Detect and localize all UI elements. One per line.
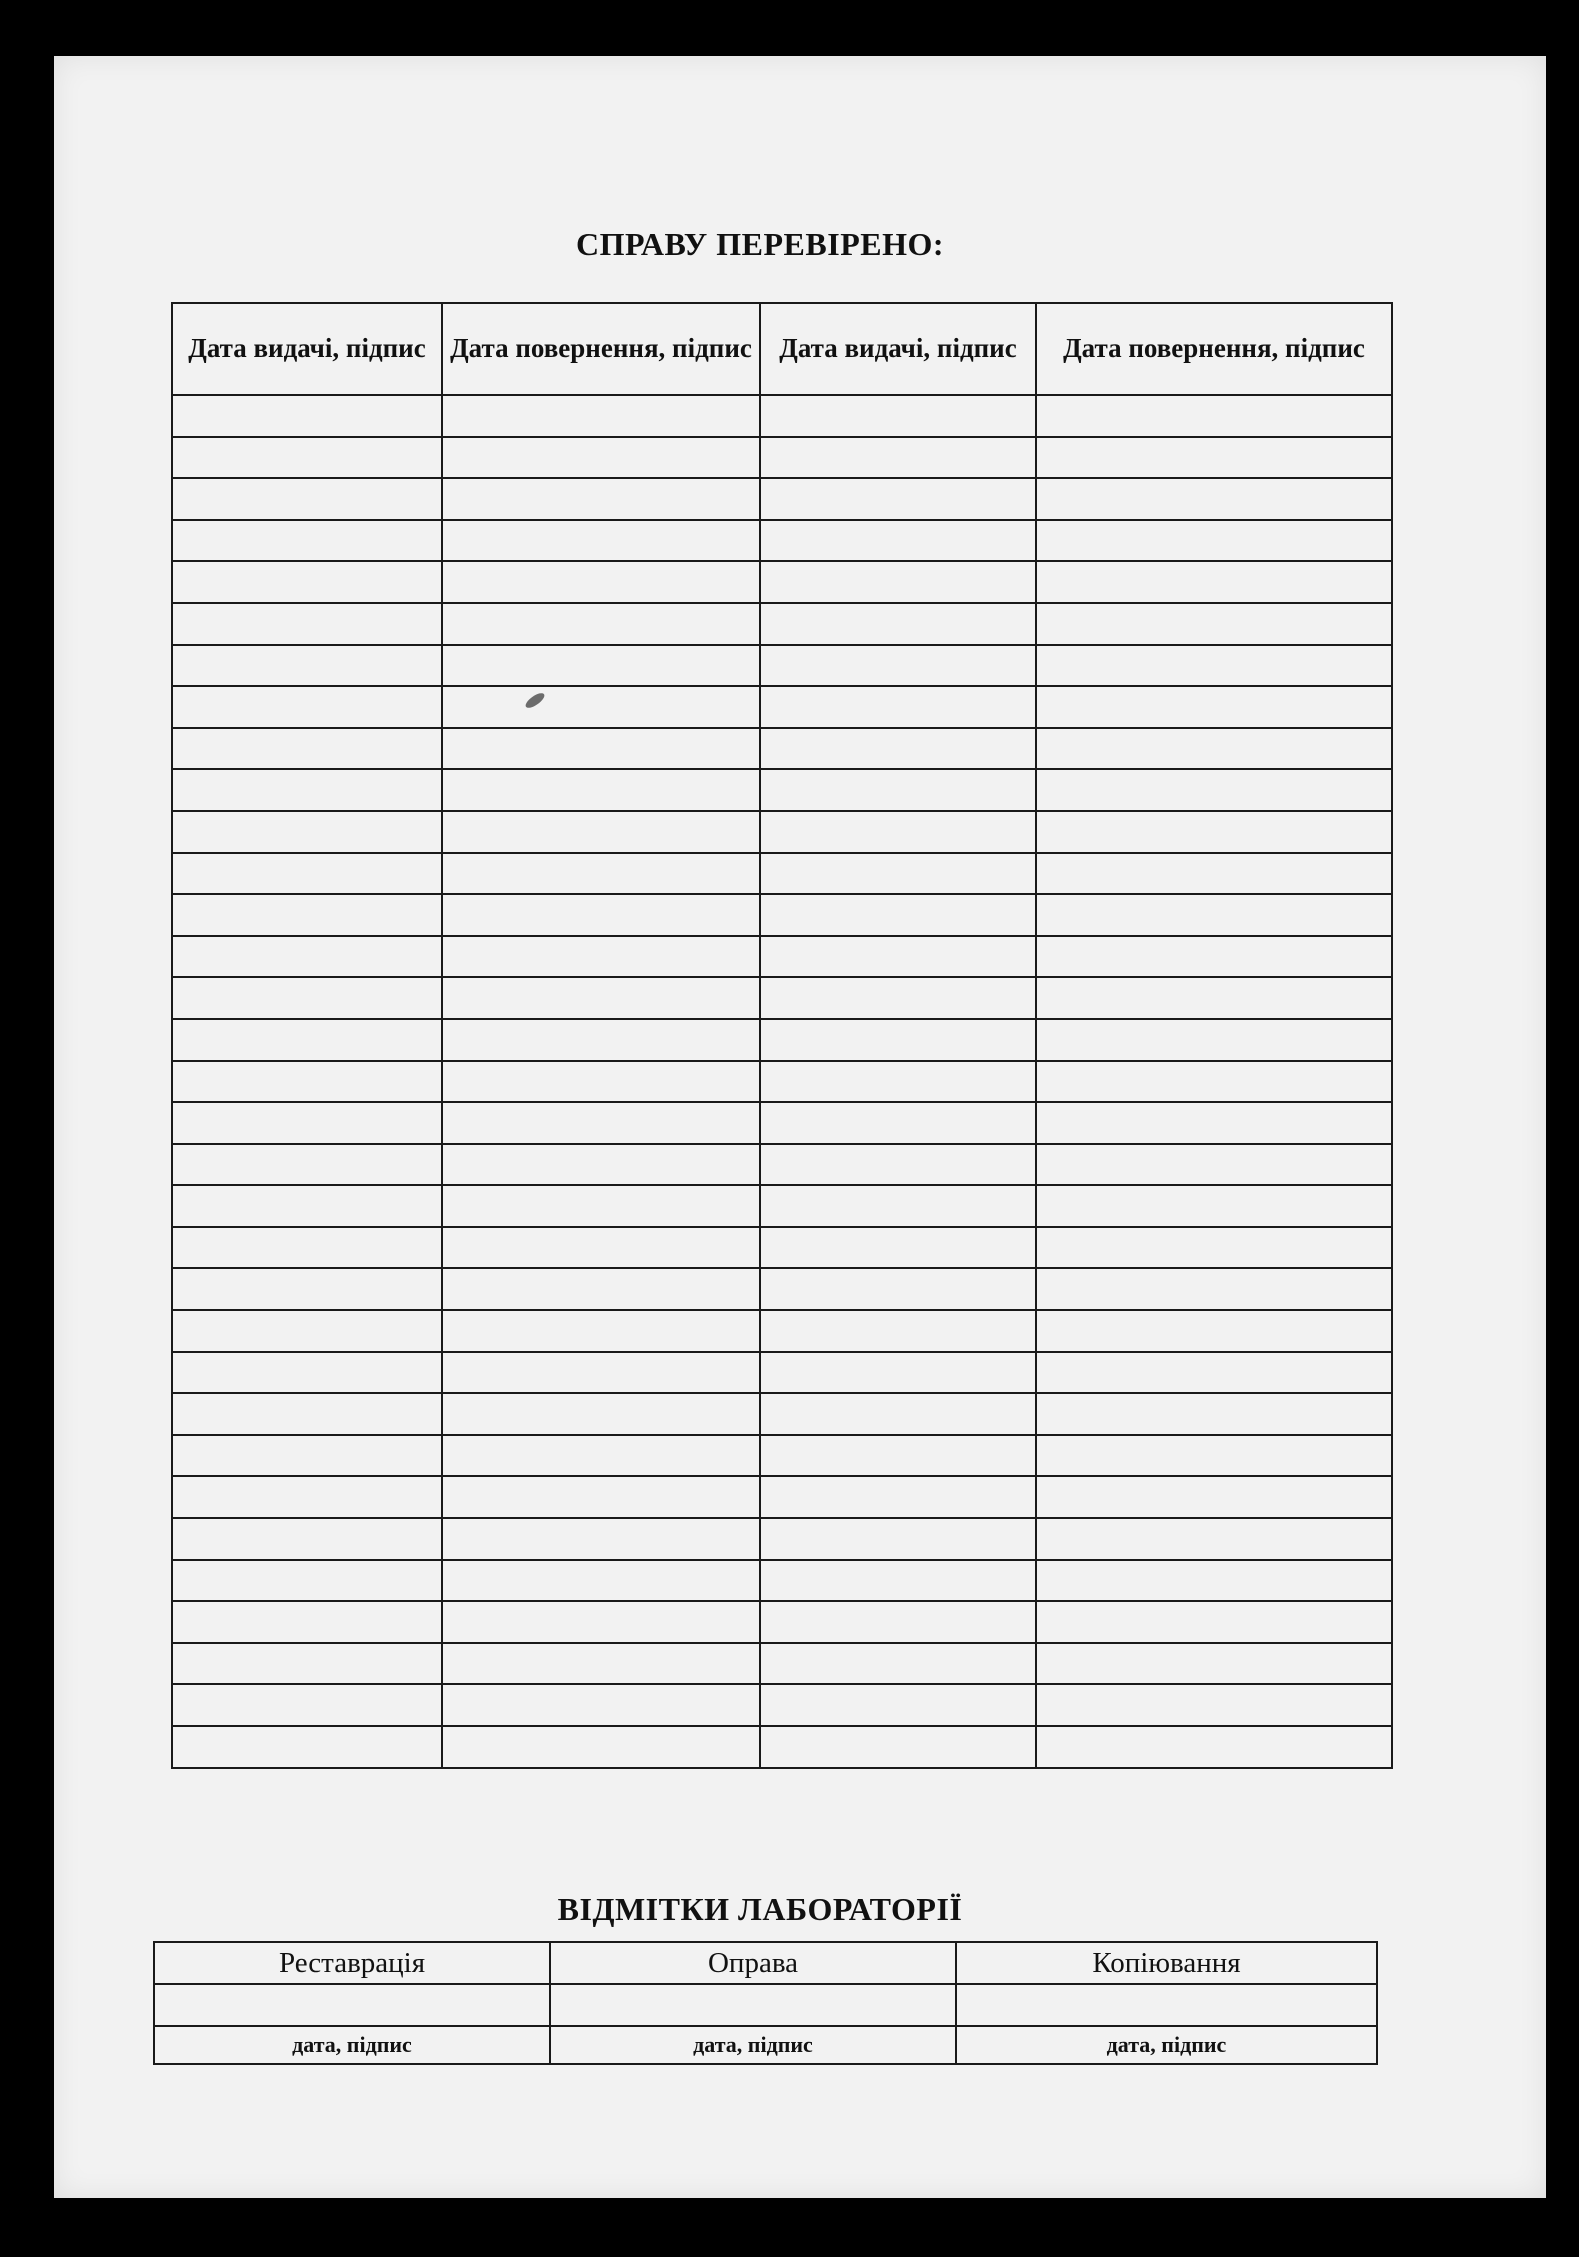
table-cell: [1036, 1726, 1392, 1768]
table-cell: [442, 1227, 760, 1269]
table-row: [172, 1061, 1392, 1103]
header-binding: Оправа: [550, 1942, 956, 1984]
table-cell: [172, 1393, 442, 1435]
table-cell: [172, 728, 442, 770]
table-row: [172, 395, 1392, 437]
table-row: [172, 1019, 1392, 1061]
table-cell: [172, 1684, 442, 1726]
table-cell: [172, 1310, 442, 1352]
table-cell: [1036, 1684, 1392, 1726]
table-cell: [760, 1476, 1036, 1518]
table-cell: [172, 1019, 442, 1061]
restoration-cell: [154, 1984, 550, 2026]
table-cell: [442, 437, 760, 479]
table-row: [172, 977, 1392, 1019]
table-row: [172, 645, 1392, 687]
table-cell: [760, 1684, 1036, 1726]
table-cell: [760, 977, 1036, 1019]
table-row: [172, 1310, 1392, 1352]
table-cell: [760, 728, 1036, 770]
table-cell: [442, 561, 760, 603]
table-row: [172, 1518, 1392, 1560]
table-cell: [760, 561, 1036, 603]
table-row: [172, 1352, 1392, 1394]
table-cell: [442, 1601, 760, 1643]
table-cell: [442, 853, 760, 895]
table-row: [172, 1227, 1392, 1269]
table-cell: [172, 936, 442, 978]
table-cell: [442, 1185, 760, 1227]
table-cell: [172, 1560, 442, 1602]
document-page: [54, 56, 1546, 2198]
table-cell: [1036, 1560, 1392, 1602]
table-cell: [172, 1227, 442, 1269]
table-cell: [1036, 1061, 1392, 1103]
table-cell: [1036, 853, 1392, 895]
table-cell: [172, 520, 442, 562]
header-issue-date-2: Дата видачі, підпис: [760, 303, 1036, 395]
table-cell: [442, 894, 760, 936]
table-cell: [442, 1102, 760, 1144]
table-row: [172, 1643, 1392, 1685]
table-row: [172, 1684, 1392, 1726]
table-cell: [172, 1102, 442, 1144]
table-cell: [172, 1435, 442, 1477]
table-cell: [172, 1144, 442, 1186]
table-cell: [1036, 1310, 1392, 1352]
table-row: [172, 1185, 1392, 1227]
table-cell: [442, 1310, 760, 1352]
table-cell: [1036, 769, 1392, 811]
table-row: [172, 769, 1392, 811]
table-cell: [1036, 811, 1392, 853]
table-row: [172, 1102, 1392, 1144]
table-cell: [172, 1061, 442, 1103]
lab-section-title: ВІДМІТКИ ЛАБОРАТОРІЇ: [557, 1891, 963, 1927]
table-cell: [172, 603, 442, 645]
table-cell: [1036, 520, 1392, 562]
table-cell: [760, 1435, 1036, 1477]
table-cell: [760, 936, 1036, 978]
table-cell: [760, 1268, 1036, 1310]
table-cell: [760, 1019, 1036, 1061]
lab-marks-table: [153, 1941, 1378, 2065]
header-issue-date-1: Дата видачі, підпис: [172, 303, 442, 395]
table-cell: [442, 1435, 760, 1477]
table-cell: [760, 1185, 1036, 1227]
binding-signature-label: дата, підпис: [550, 2026, 956, 2064]
table-row: [172, 1726, 1392, 1768]
table-cell: [760, 645, 1036, 687]
table-row: [172, 1601, 1392, 1643]
table-cell: [760, 478, 1036, 520]
table-row: [172, 1476, 1392, 1518]
copying-signature-label: дата, підпис: [956, 2026, 1377, 2064]
table-cell: [760, 1601, 1036, 1643]
table-cell: [442, 520, 760, 562]
table-cell: [172, 1352, 442, 1394]
table-cell: [172, 894, 442, 936]
table-row: [172, 853, 1392, 895]
table-cell: [760, 395, 1036, 437]
table-cell: [442, 977, 760, 1019]
header-restoration: Реставрація: [154, 1942, 550, 1984]
table-row: [172, 936, 1392, 978]
table-cell: [442, 1560, 760, 1602]
table-cell: [1036, 1601, 1392, 1643]
table-row: [172, 478, 1392, 520]
header-return-date-2: Дата повернення, підпис: [1036, 303, 1392, 395]
check-table-body: [172, 395, 1392, 1768]
table-row: [172, 1435, 1392, 1477]
table-cell: [1036, 1476, 1392, 1518]
table-row: [172, 811, 1392, 853]
table-cell: [760, 894, 1036, 936]
table-cell: [760, 1227, 1036, 1269]
table-row: [172, 561, 1392, 603]
lab-table-header-row: [154, 1942, 1377, 1984]
table-cell: [760, 1643, 1036, 1685]
table-cell: [172, 1185, 442, 1227]
table-cell: [1036, 395, 1392, 437]
restoration-signature-label: дата, підпис: [154, 2026, 550, 2064]
table-cell: [442, 686, 760, 728]
copying-cell: [956, 1984, 1377, 2026]
table-cell: [442, 603, 760, 645]
table-cell: [442, 1352, 760, 1394]
table-row: [172, 1560, 1392, 1602]
lab-table-row: [154, 1984, 1377, 2026]
table-cell: [172, 1643, 442, 1685]
table-cell: [1036, 1518, 1392, 1560]
lab-signature-row: [154, 2026, 1377, 2064]
table-cell: [442, 395, 760, 437]
table-cell: [760, 1726, 1036, 1768]
table-row: [172, 1393, 1392, 1435]
table-cell: [1036, 728, 1392, 770]
table-cell: [1036, 977, 1392, 1019]
check-table-header-row: [172, 303, 1392, 395]
table-cell: [1036, 1019, 1392, 1061]
table-cell: [172, 769, 442, 811]
table-cell: [442, 1684, 760, 1726]
table-cell: [442, 478, 760, 520]
table-cell: [442, 1476, 760, 1518]
table-cell: [442, 728, 760, 770]
table-cell: [1036, 1227, 1392, 1269]
table-cell: [1036, 1435, 1392, 1477]
table-cell: [172, 853, 442, 895]
table-row: [172, 894, 1392, 936]
table-cell: [1036, 561, 1392, 603]
header-copying: Копіювання: [956, 1942, 1377, 1984]
table-cell: [1036, 936, 1392, 978]
table-cell: [1036, 894, 1392, 936]
table-cell: [442, 1393, 760, 1435]
table-cell: [172, 395, 442, 437]
table-cell: [172, 1601, 442, 1643]
table-row: [172, 520, 1392, 562]
table-cell: [172, 1726, 442, 1768]
table-cell: [442, 645, 760, 687]
table-cell: [172, 478, 442, 520]
table-row: [172, 728, 1392, 770]
table-cell: [172, 561, 442, 603]
table-cell: [442, 1144, 760, 1186]
table-cell: [442, 936, 760, 978]
table-row: [172, 437, 1392, 479]
table-cell: [760, 853, 1036, 895]
table-cell: [442, 1643, 760, 1685]
table-cell: [442, 769, 760, 811]
table-cell: [760, 520, 1036, 562]
table-cell: [760, 1518, 1036, 1560]
table-cell: [172, 1476, 442, 1518]
table-cell: [1036, 1352, 1392, 1394]
table-cell: [760, 1352, 1036, 1394]
table-cell: [760, 437, 1036, 479]
table-cell: [1036, 686, 1392, 728]
table-cell: [1036, 1144, 1392, 1186]
table-cell: [442, 1268, 760, 1310]
table-cell: [760, 1310, 1036, 1352]
table-cell: [760, 1393, 1036, 1435]
check-log-table: [171, 302, 1393, 1769]
table-cell: [1036, 645, 1392, 687]
table-cell: [760, 811, 1036, 853]
table-cell: [442, 811, 760, 853]
binding-cell: [550, 1984, 956, 2026]
table-cell: [442, 1019, 760, 1061]
table-cell: [172, 977, 442, 1019]
table-cell: [1036, 1268, 1392, 1310]
table-row: [172, 1144, 1392, 1186]
table-cell: [760, 603, 1036, 645]
table-row: [172, 686, 1392, 728]
header-return-date-1: Дата повернення, підпис: [442, 303, 760, 395]
check-section-title: СПРАВУ ПЕРЕВІРЕНО:: [575, 226, 945, 262]
table-cell: [760, 1144, 1036, 1186]
table-cell: [1036, 603, 1392, 645]
table-cell: [1036, 1643, 1392, 1685]
table-cell: [442, 1518, 760, 1560]
table-cell: [1036, 478, 1392, 520]
table-cell: [172, 811, 442, 853]
table-row: [172, 1268, 1392, 1310]
table-cell: [1036, 1393, 1392, 1435]
table-cell: [1036, 1102, 1392, 1144]
table-cell: [172, 686, 442, 728]
table-cell: [172, 645, 442, 687]
table-cell: [442, 1726, 760, 1768]
table-cell: [760, 1102, 1036, 1144]
table-cell: [760, 686, 1036, 728]
table-cell: [442, 1061, 760, 1103]
table-cell: [1036, 1185, 1392, 1227]
table-cell: [760, 1061, 1036, 1103]
table-row: [172, 603, 1392, 645]
table-cell: [760, 769, 1036, 811]
table-cell: [172, 437, 442, 479]
table-cell: [172, 1268, 442, 1310]
table-cell: [172, 1518, 442, 1560]
table-cell: [760, 1560, 1036, 1602]
table-cell: [1036, 437, 1392, 479]
